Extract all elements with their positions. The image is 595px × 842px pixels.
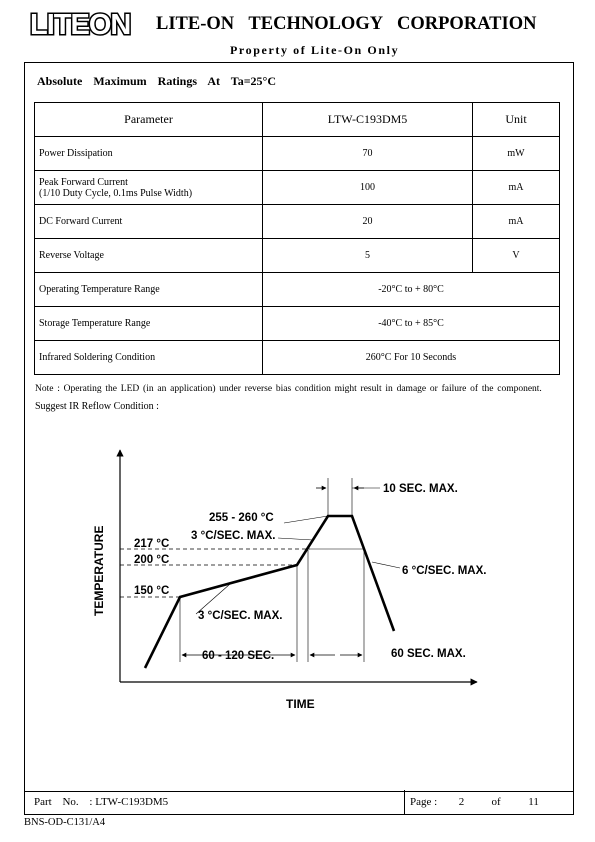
page-total: 11	[528, 796, 539, 808]
peak-temp-label: 255 - 260 °C	[209, 512, 274, 524]
ramp-down-leader	[372, 562, 400, 568]
row-parameter: DC Forward Current	[35, 205, 263, 239]
peak-leader	[284, 516, 328, 523]
property-notice: Property of Lite-On Only	[230, 43, 400, 57]
x-axis-label: TIME	[286, 697, 315, 711]
row-unit: mA	[473, 171, 560, 205]
ramp-up-leader	[278, 538, 313, 540]
liteon-logo: LITEON	[30, 9, 131, 41]
page-of-label: of	[491, 796, 501, 808]
reverse-bias-note: Note : Operating the LED (in an application) under reverse bias condition might result in damage or failure of the component.	[35, 384, 542, 394]
ramp-down-label: 6 °C/SEC. MAX.	[402, 565, 487, 577]
preheat-ramp-label: 3 °C/SEC. MAX.	[198, 610, 283, 622]
page-label: Page :	[410, 796, 438, 808]
part-number-label: Part No. :	[34, 796, 93, 808]
y-axis-label: TEMPERATURE	[92, 525, 106, 616]
header-part: LTW-C193DM5	[263, 103, 473, 137]
part-number-field	[34, 796, 168, 808]
row-value: 100	[263, 171, 473, 205]
header-parameter: Parameter	[35, 103, 263, 137]
row-parameter: Reverse Voltage	[35, 239, 263, 273]
row-unit: mW	[473, 137, 560, 171]
ramp-up-label: 3 °C/SEC. MAX.	[191, 530, 276, 542]
header-unit: Unit	[473, 103, 560, 137]
row-value: 5	[263, 239, 473, 273]
temp-label-150: 150 °C	[134, 585, 170, 597]
reflow-suggestion-label: Suggest IR Reflow Condition :	[35, 401, 159, 412]
footer-divider	[404, 790, 405, 814]
row-parameter: Power Dissipation	[35, 137, 263, 171]
page-number: 2	[458, 796, 465, 808]
part-number-value: LTW-C193DM5	[95, 796, 169, 808]
row-value: 70	[263, 137, 473, 171]
row-unit: mA	[473, 205, 560, 239]
row-value: -20°C to + 80°C	[263, 273, 560, 307]
above-217-time-label: 60 SEC. MAX.	[391, 648, 466, 660]
temp-label-217: 217 °C	[134, 538, 170, 550]
document-number: BNS-OD-C131/A4	[24, 817, 106, 828]
row-parameter: Operating Temperature Range	[35, 273, 263, 307]
preheat-time-label: 60 - 120 SEC.	[202, 650, 275, 662]
row-value: 20	[263, 205, 473, 239]
peak-time-label: 10 SEC. MAX.	[383, 483, 458, 495]
temp-label-200: 200 °C	[134, 554, 170, 566]
row-value: 260°C For 10 Seconds	[263, 341, 560, 375]
row-value: -40°C to + 85°C	[263, 307, 560, 341]
row-parameter-line1: Peak Forward Current	[39, 176, 128, 188]
section-title: Absolute Maximum Ratings At Ta=25°C	[37, 74, 276, 88]
row-parameter: Infrared Soldering Condition	[35, 341, 263, 375]
row-unit: V	[473, 239, 560, 273]
row-parameter-line2: (1/10 Duty Cycle, 0.1ms Pulse Width)	[39, 187, 193, 199]
company-name: LITE-ON TECHNOLOGY CORPORATION	[156, 14, 537, 34]
row-parameter: Storage Temperature Range	[35, 307, 263, 341]
page-field	[410, 796, 539, 808]
